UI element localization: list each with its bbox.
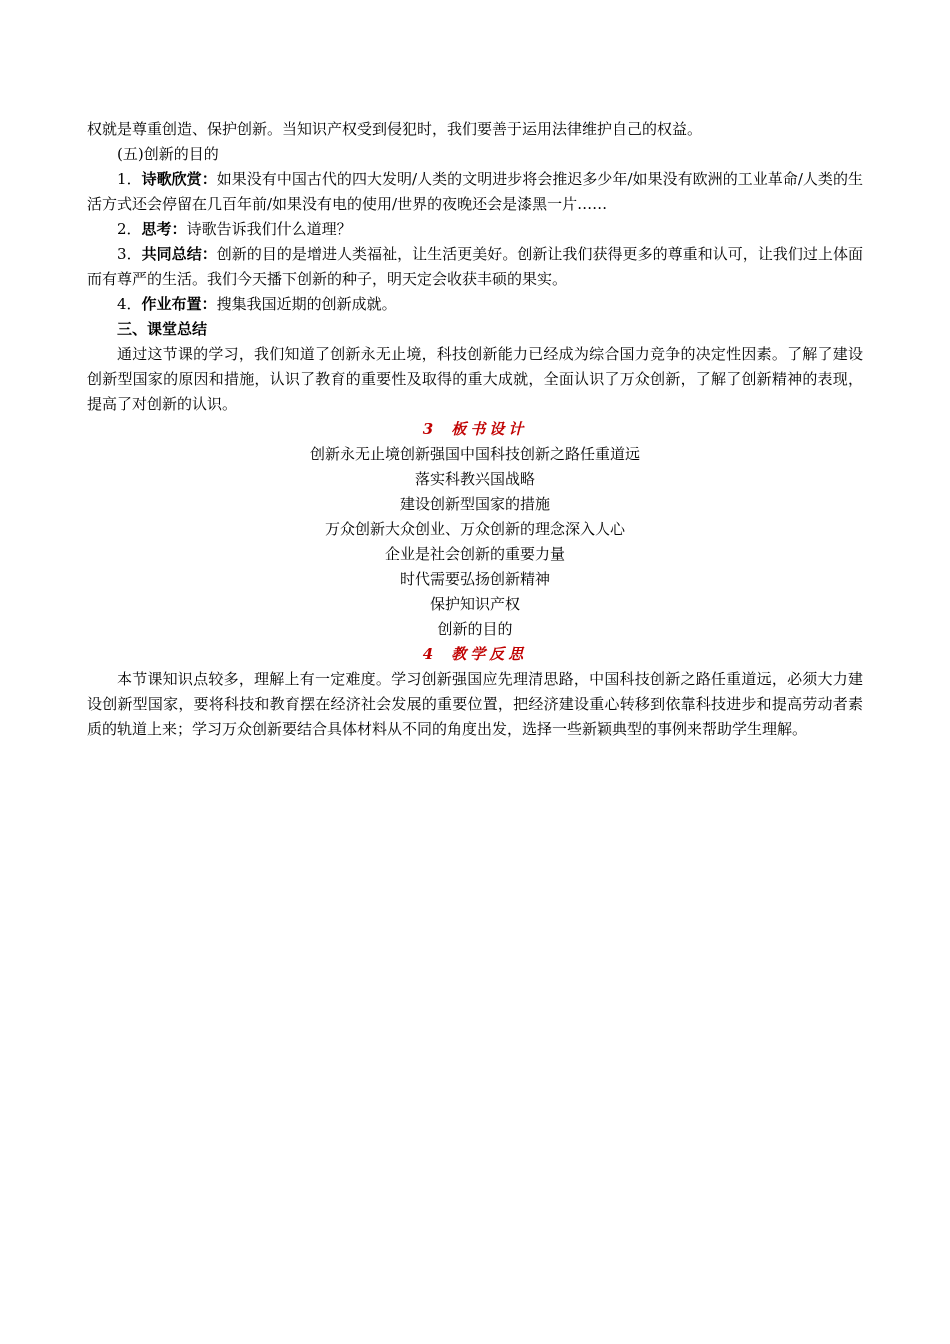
board-design-title: 板书设计 <box>451 420 528 438</box>
section-3-title: 三、课堂总结 <box>117 320 208 338</box>
reflection-paragraph: 本节课知识点较多，理解上有一定难度。学习创新强国应先理清思路，中国科技创新之路任重道远，必须大力建设创新型国家，要将科技和教育摆在经济社会发展的重要位置，把经济建设重心转移到依靠科技进步和提高劳动者素质的轨道上来；学习万众创新要结合具体材料从不同的角度出发，选择一些新颖典型的事例来帮助学生理解。 <box>87 670 863 738</box>
item-2-label: 思考： <box>141 220 187 238</box>
board-design-number: 3 <box>422 420 438 438</box>
board-line: 时代需要弘扬创新精神 <box>399 570 550 588</box>
subsection-5-title: (五)创新的目的 <box>117 145 219 163</box>
reflection-number: 4 <box>422 645 438 663</box>
board-line: 落实科教兴国战略 <box>414 470 535 488</box>
item-1-text: 如果没有中国古代的四大发明/人类的文明进步将会推迟多少年/如果没有欧洲的工业革命/人类的生活方式还会停留在几百年前/如果没有电的使用/世界的夜晚还会是漆黑一片…… <box>87 170 863 213</box>
board-line: 建设创新型国家的措施 <box>399 495 550 513</box>
reflection-heading <box>87 642 863 667</box>
item-1-poem <box>87 167 863 217</box>
item-1-number: 1． <box>117 170 142 188</box>
reflection-title: 教学反思 <box>451 645 528 663</box>
item-3-summary <box>87 242 863 292</box>
item-2-think <box>87 217 863 242</box>
item-3-text: 创新的目的是增进人类福祉，让生活更美好。创新让我们获得更多的尊重和认可，让我们过上体面而有尊严的生活。我们今天播下创新的种子，明天定会收获丰硕的果实。 <box>87 245 863 288</box>
board-design-heading <box>87 417 863 442</box>
document-page <box>87 117 863 742</box>
board-line: 企业是社会创新的重要力量 <box>384 545 565 563</box>
item-4-text: 搜集我国近期的创新成就。 <box>216 295 397 313</box>
board-line: 创新永无止境创新强国中国科技创新之路任重道远 <box>309 445 640 463</box>
item-4-number: 4． <box>117 295 142 313</box>
class-summary-paragraph: 通过这节课的学习，我们知道了创新永无止境，科技创新能力已经成为综合国力竞争的决定性因素。了解了建设创新型国家的原因和措施，认识了教育的重要性及取得的重大成就，全面认识了万众创新，了解了创新精神的表现，提高了对创新的认识。 <box>87 345 863 413</box>
item-4-label: 作业布置： <box>141 295 217 313</box>
item-2-text: 诗歌告诉我们什么道理？ <box>186 220 352 238</box>
item-4-homework <box>87 292 863 317</box>
board-line: 万众创新大众创业、万众创新的理念深入人心 <box>324 520 625 538</box>
item-3-label: 共同总结： <box>141 245 217 263</box>
board-line: 创新的目的 <box>437 620 513 638</box>
board-design-lines <box>87 442 863 642</box>
board-line: 保护知识产权 <box>429 595 520 613</box>
item-1-label: 诗歌欣赏： <box>141 170 217 188</box>
item-3-number: 3． <box>117 245 142 263</box>
item-2-number: 2． <box>117 220 142 238</box>
intro-paragraph: 权就是尊重创造、保护创新。当知识产权受到侵犯时，我们要善于运用法律维护自己的权益。 <box>87 120 703 138</box>
